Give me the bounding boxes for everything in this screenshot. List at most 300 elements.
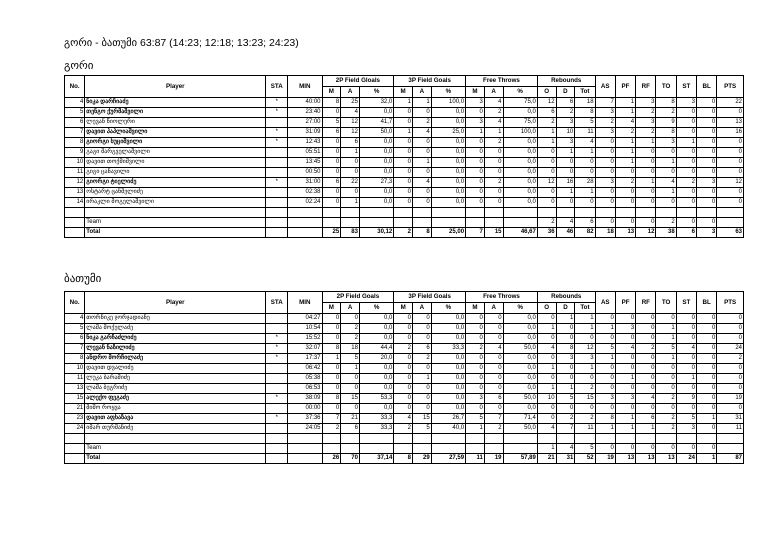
col-header-to: TO [656, 292, 676, 314]
stat-m3: 0 [394, 374, 413, 384]
empty-cell [412, 208, 431, 218]
stat-aft: 6 [484, 394, 503, 404]
stat-a2: 2 [341, 334, 360, 344]
stat-bl: 0 [697, 314, 717, 324]
team-stat-as: 0 [595, 444, 615, 454]
empty-cell [556, 434, 575, 444]
stat-pts: 0 [717, 334, 744, 344]
stat-a2: 21 [341, 414, 360, 424]
stat-pft: 0,0 [503, 314, 537, 324]
stat-bl: 0 [697, 384, 717, 394]
stat-bl: 0 [696, 148, 716, 158]
empty-cell [717, 434, 744, 444]
total-row-min [288, 228, 322, 238]
stat-m2: 7 [322, 414, 341, 424]
player-name: გაგი მარგველაშვილი [85, 148, 266, 158]
col-subheader-tot: Tot [575, 303, 595, 314]
stat-st: 0 [676, 324, 696, 334]
team-stat-o: 1 [537, 444, 556, 454]
stat-m3: 2 [394, 424, 413, 434]
total-row [65, 228, 744, 238]
stat-tot: 18 [575, 98, 595, 108]
player-name: თენგო ქურმაშვილი [85, 108, 266, 118]
total-stat-to: 13 [656, 454, 676, 464]
stat-pts: 0 [717, 138, 744, 148]
stat-as: 3 [595, 394, 615, 404]
stat-aft: 2 [484, 424, 503, 434]
minutes: 05:38 [288, 374, 322, 384]
stat-tot: 0 [575, 374, 595, 384]
empty-cell [676, 434, 696, 444]
stat-pft: 0,0 [503, 138, 537, 148]
stat-p3: 0,0 [431, 168, 465, 178]
stat-d: 1 [556, 148, 575, 158]
empty-cell [595, 434, 615, 444]
total-stat-m2: 26 [322, 454, 341, 464]
stat-a2: 2 [341, 324, 360, 334]
stat-d: 6 [556, 98, 575, 108]
stat-a3: 0 [413, 394, 432, 404]
stat-mft: 0 [466, 158, 485, 168]
player-name: ანდრო მორჩილაძე [85, 354, 266, 364]
starter-mark [266, 384, 288, 394]
stat-to: 0 [656, 374, 676, 384]
stat-pts: 2 [717, 354, 744, 364]
minutes: 31:09 [288, 128, 322, 138]
stat-as: 3 [595, 108, 615, 118]
stat-m3: 0 [394, 138, 413, 148]
stat-st: 0 [676, 108, 696, 118]
stat-mft: 0 [466, 334, 485, 344]
total-stat-rf: 13 [636, 454, 656, 464]
stat-pft: 50,0 [503, 394, 537, 404]
stat-as: 1 [595, 324, 615, 334]
player-number: 5 [65, 324, 85, 334]
stat-pf: 0 [615, 364, 635, 374]
empty-cell [322, 434, 341, 444]
col-subheader-a: A [341, 87, 360, 98]
stat-st: 0 [676, 404, 696, 414]
stat-d: 5 [556, 394, 575, 404]
stat-aft: 4 [484, 118, 503, 128]
player-row [65, 168, 744, 178]
stat-p2: 27,3 [359, 178, 393, 188]
starter-mark [266, 198, 288, 208]
stat-pts: 22 [717, 98, 744, 108]
empty-cell [556, 208, 575, 218]
stat-pf: 0 [615, 354, 635, 364]
empty-cell [431, 208, 465, 218]
total-row-sta [266, 228, 288, 238]
stat-pf: 4 [615, 344, 635, 354]
col-header-2p: 2P Field Gloals [322, 76, 394, 87]
stat-p2: 0,0 [359, 364, 393, 374]
total-stat-st: 24 [676, 454, 696, 464]
stat-to: 0 [656, 198, 676, 208]
stat-pf: 1 [615, 148, 635, 158]
team-row-pts [717, 218, 744, 228]
stat-a3: 1 [412, 158, 431, 168]
stat-to: 9 [656, 118, 676, 128]
stat-p3: 0,0 [431, 334, 465, 344]
stat-d: 1 [556, 384, 575, 394]
stat-a3: 0 [413, 384, 432, 394]
stat-to: 1 [656, 354, 676, 364]
col-subheader-pct: % [503, 303, 537, 314]
stat-pts: 19 [717, 394, 744, 404]
player-number: 8 [65, 138, 85, 148]
stat-st: 0 [676, 128, 696, 138]
team-row-empty [394, 444, 413, 454]
stat-m2: 2 [322, 424, 341, 434]
stat-rf: 0 [636, 188, 656, 198]
stat-pft: 75,0 [503, 118, 537, 128]
total-stat-pft: 46,67 [503, 228, 537, 238]
player-number: 7 [65, 128, 85, 138]
minutes: 38:09 [288, 394, 322, 404]
stat-to: 1 [656, 158, 676, 168]
stat-m2: 6 [322, 178, 341, 188]
stat-to: 3 [656, 138, 676, 148]
stat-mft: 0 [466, 168, 485, 178]
stat-as: 0 [595, 374, 615, 384]
col-header-pts: PTS [717, 292, 744, 314]
stat-a3: 1 [413, 374, 432, 384]
stat-rf: 1 [636, 424, 656, 434]
stat-m2: 0 [322, 108, 341, 118]
player-number: 13 [65, 384, 85, 394]
stat-m3: 0 [394, 118, 413, 128]
stat-mft: 0 [466, 384, 485, 394]
stat-as: 0 [595, 314, 615, 324]
minutes: 05:51 [288, 148, 322, 158]
stat-as: 0 [595, 198, 615, 208]
stat-o: 0 [537, 404, 556, 414]
stat-o: 0 [537, 354, 556, 364]
stat-pf: 1 [615, 98, 635, 108]
stat-pf: 0 [615, 188, 635, 198]
empty-cell [266, 208, 288, 218]
team-row-empty [341, 444, 360, 454]
stat-rf: 2 [636, 344, 656, 354]
col-subheader-pct: % [359, 87, 393, 98]
empty-cell [636, 208, 656, 218]
stat-a3: 0 [412, 108, 431, 118]
stat-o: 1 [537, 384, 556, 394]
team-row-empty [484, 444, 503, 454]
minutes: 06:42 [288, 364, 322, 374]
stat-p2: 0,0 [359, 108, 393, 118]
stat-tot: 1 [575, 188, 595, 198]
stat-m2: 0 [322, 324, 341, 334]
starter-mark: * [266, 178, 288, 188]
stat-bl: 0 [697, 334, 717, 344]
stat-as: 3 [595, 128, 615, 138]
starter-mark: * [266, 414, 288, 424]
team-stat-st: 0 [676, 444, 696, 454]
team-row-label: Team [85, 444, 266, 454]
player-row [65, 314, 744, 324]
total-stat-p3: 27,59 [431, 454, 465, 464]
stat-to: 2 [656, 414, 676, 424]
stat-st: 3 [676, 424, 696, 434]
stat-o: 1 [537, 364, 556, 374]
stat-rf: 1 [636, 138, 656, 148]
stat-pf: 0 [615, 404, 635, 414]
team-name-home: გორი [64, 60, 94, 72]
stat-a2: 1 [341, 364, 360, 374]
stat-a2: 0 [341, 158, 360, 168]
stat-to: 0 [656, 404, 676, 414]
stat-pf: 1 [615, 414, 635, 424]
stat-as: 0 [595, 168, 615, 178]
stat-to: 4 [656, 178, 676, 188]
stat-tot: 0 [575, 334, 595, 344]
team-row-empty [503, 218, 537, 228]
stat-rf: 0 [636, 148, 656, 158]
stat-pts: 11 [717, 424, 744, 434]
total-stat-mft: 11 [466, 454, 485, 464]
team-stat-pf: 0 [615, 444, 635, 454]
starter-mark: * [266, 344, 288, 354]
stat-tot: 1 [575, 364, 595, 374]
total-stat-a3: 8 [412, 228, 431, 238]
team-row-min [288, 218, 322, 228]
col-header-no: No. [65, 292, 85, 314]
stat-aft: 0 [484, 198, 503, 208]
player-number: 10 [65, 158, 85, 168]
stat-m2: 8 [322, 344, 341, 354]
player-name: ლაშა მოქელაძე [85, 324, 266, 334]
team-stat-bl: 0 [697, 444, 717, 454]
stat-a2: 18 [341, 344, 360, 354]
col-subheader-tot: Tot [575, 87, 595, 98]
stat-m3: 0 [394, 384, 413, 394]
stat-a2: 4 [341, 108, 360, 118]
stat-rf: 0 [636, 168, 656, 178]
total-row-no [65, 454, 85, 464]
stat-pts: 0 [717, 364, 744, 374]
stat-st: 0 [676, 158, 696, 168]
stat-to: 0 [656, 314, 676, 324]
stat-to: 0 [656, 148, 676, 158]
stat-pft: 0,0 [503, 354, 537, 364]
total-stat-bl: 3 [696, 228, 716, 238]
col-header-3p: 3P Field Goals [394, 76, 466, 87]
stat-bl: 0 [696, 118, 716, 128]
stat-m2: 6 [322, 128, 341, 138]
col-subheader-pct: % [503, 87, 537, 98]
stat-o: 0 [537, 168, 556, 178]
stat-o: 0 [537, 158, 556, 168]
team-stats-row [65, 444, 744, 454]
stat-rf: 1 [636, 178, 656, 188]
minutes: 04:27 [288, 314, 322, 324]
stat-bl: 0 [696, 108, 716, 118]
stat-p3: 0,0 [431, 118, 465, 128]
total-stat-pf: 13 [615, 454, 635, 464]
stat-bl: 0 [696, 188, 716, 198]
total-stat-d: 31 [556, 454, 575, 464]
stat-st: 0 [676, 198, 696, 208]
player-name: ალექო ფეგაძე [85, 394, 266, 404]
stat-as: 1 [595, 354, 615, 364]
stat-a3: 0 [413, 364, 432, 374]
col-subheader-a: A [484, 303, 503, 314]
stat-a2: 12 [341, 128, 360, 138]
col-subheader-a: A [413, 303, 432, 314]
col-header-2p: 2P Field Goals [322, 292, 394, 303]
stat-pts: 31 [717, 414, 744, 424]
stat-aft: 0 [484, 148, 503, 158]
total-stat-p3: 25,00 [431, 228, 465, 238]
stat-rf: 0 [636, 374, 656, 384]
stat-bl: 0 [696, 98, 716, 108]
player-name: თორნიკე ჯორჯადიანე [85, 314, 266, 324]
col-header-ft: Free Throws [466, 292, 538, 303]
player-name: დავით პაპლიაშვილი [85, 128, 266, 138]
player-name: დავით აფხაზავა [85, 414, 266, 424]
stat-aft: 0 [484, 354, 503, 364]
stat-a3: 0 [413, 334, 432, 344]
stat-m3: 0 [394, 178, 413, 188]
stat-as: 8 [595, 414, 615, 424]
stat-aft: 0 [484, 384, 503, 394]
stat-pf: 2 [615, 128, 635, 138]
stat-pft: 0,0 [503, 404, 537, 414]
stat-m3: 0 [394, 148, 413, 158]
stat-mft: 0 [466, 148, 485, 158]
stat-d: 0 [556, 334, 575, 344]
empty-cell [503, 434, 537, 444]
total-stat-aft: 15 [484, 228, 503, 238]
stat-st: 0 [676, 168, 696, 178]
stat-a3: 4 [412, 128, 431, 138]
stat-to: 1 [656, 188, 676, 198]
total-stat-aft: 19 [484, 454, 503, 464]
team-stat-tot: 6 [575, 218, 595, 228]
player-row [65, 384, 744, 394]
starter-mark [266, 374, 288, 384]
stat-aft: 4 [484, 344, 503, 354]
player-number: 13 [65, 188, 85, 198]
total-stat-d: 46 [556, 228, 575, 238]
stat-aft: 0 [484, 324, 503, 334]
player-name: ლევან ნაზილიძე [85, 344, 266, 354]
stat-p2: 0,0 [359, 384, 393, 394]
player-row [65, 198, 744, 208]
col-subheader-m: M [466, 303, 485, 314]
team-row-label: Team [85, 218, 266, 228]
stat-m2: 0 [322, 138, 341, 148]
stat-st: 2 [676, 178, 696, 188]
stat-d: 1 [556, 188, 575, 198]
empty-cell [341, 208, 360, 218]
stat-as: 0 [595, 188, 615, 198]
player-name: დავით დვალიძე [85, 364, 266, 374]
total-stat-as: 19 [595, 454, 615, 464]
stat-p3: 0,0 [431, 198, 465, 208]
team-row-no [65, 444, 85, 454]
starter-mark [266, 324, 288, 334]
stat-m2: 1 [322, 354, 341, 364]
col-header-pts: PTS [717, 76, 744, 98]
stat-to: 0 [656, 384, 676, 394]
stat-p3: 0,0 [431, 364, 465, 374]
player-row [65, 414, 744, 424]
stat-pts: 0 [717, 148, 744, 158]
stat-mft: 2 [466, 344, 485, 354]
stat-d: 3 [556, 118, 575, 128]
stat-a3: 5 [413, 424, 432, 434]
stat-pf: 0 [615, 168, 635, 178]
starter-mark [266, 118, 288, 128]
col-subheader-pct: % [431, 87, 465, 98]
stat-tot: 0 [575, 168, 595, 178]
team-stat-o: 2 [537, 218, 556, 228]
stat-o: 1 [537, 138, 556, 148]
stat-p3: 25,0 [431, 128, 465, 138]
stat-p3: 0,0 [431, 324, 465, 334]
col-header-player: Player [85, 76, 266, 98]
col-subheader-a: A [341, 303, 360, 314]
total-stat-mft: 7 [466, 228, 485, 238]
col-header-player: Player [85, 292, 266, 314]
stat-as: 5 [595, 344, 615, 354]
player-row [65, 394, 744, 404]
minutes: 02:24 [288, 198, 322, 208]
total-stat-pts: 87 [717, 454, 744, 464]
team-row-sta [266, 444, 288, 454]
stat-m2: 0 [322, 158, 341, 168]
minutes: 17:37 [288, 354, 322, 364]
stat-m2: 0 [322, 334, 341, 344]
stat-o: 0 [537, 148, 556, 158]
starter-mark [266, 158, 288, 168]
stat-pft: 50,0 [503, 344, 537, 354]
starter-mark [266, 404, 288, 414]
empty-cell [697, 434, 717, 444]
stat-mft: 0 [466, 324, 485, 334]
stat-bl: 0 [697, 364, 717, 374]
starter-mark: * [266, 334, 288, 344]
col-header-to: TO [656, 76, 676, 98]
stat-m2: 0 [322, 168, 341, 178]
total-stat-tot: 52 [575, 454, 595, 464]
stat-mft: 0 [466, 198, 485, 208]
stat-pts: 0 [717, 314, 744, 324]
stat-o: 12 [537, 178, 556, 188]
player-row [65, 344, 744, 354]
team-stats-row [65, 218, 744, 228]
stat-p2: 0,0 [359, 404, 393, 414]
player-number: 14 [65, 198, 85, 208]
stat-rf: 0 [636, 198, 656, 208]
stat-mft: 0 [466, 374, 485, 384]
stat-to: 1 [656, 334, 676, 344]
stat-p3: 0,0 [431, 394, 465, 404]
total-row-no [65, 228, 85, 238]
stat-aft: 0 [484, 188, 503, 198]
stat-st: 0 [676, 314, 696, 324]
player-row [65, 138, 744, 148]
empty-cell [717, 208, 744, 218]
stat-mft: 0 [466, 364, 485, 374]
stat-pts: 24 [717, 344, 744, 354]
stat-p3: 0,0 [431, 108, 465, 118]
stat-a3: 2 [413, 354, 432, 364]
empty-cell [537, 208, 556, 218]
